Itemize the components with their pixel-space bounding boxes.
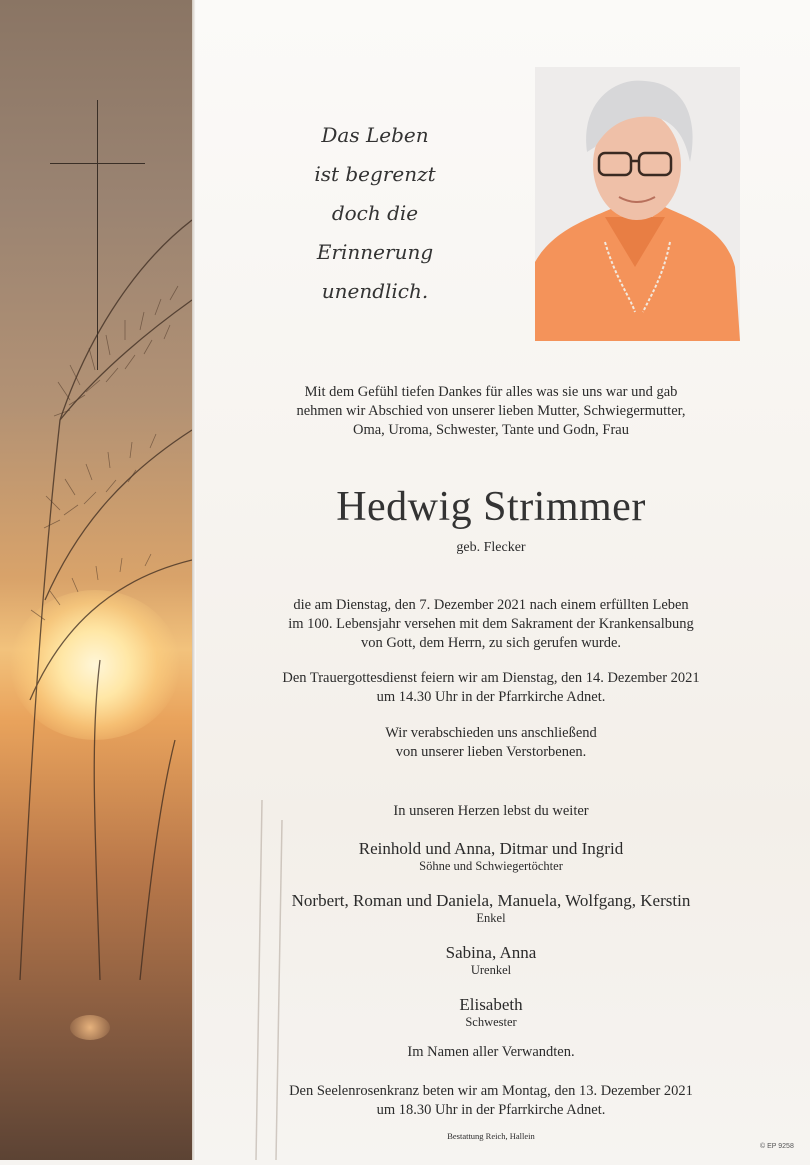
rosary-info [196,1082,786,1120]
rosary-line: um 18.30 Uhr in der Pfarrkirche Adnet. [376,1102,606,1118]
quote-line: Erinnerung [316,240,434,264]
cross-vertical [97,100,98,370]
death-notice [196,596,786,653]
death-notice-line: die am Dienstag, den 7. Dezember 2021 nach einem erfüllten Leben [293,597,689,613]
document-code: © EP 9258 [760,1143,794,1150]
family-names: Elisabeth [459,995,523,1014]
deceased-name: Hedwig Strimmer [336,484,646,530]
family-relation: Urenkel [470,963,512,977]
intro-line: Mit dem Gefühl tiefen Dankes für alles was sie uns war und gab [304,384,678,400]
family-relation: Söhne und Schwiegertöchter [419,859,563,873]
quote-line: doch die [331,201,419,225]
family-group [196,890,786,926]
death-notice-line: im 100. Lebensjahr versehen mit dem Sakrament der Krankensalbung [288,616,694,632]
funeral-home: Bestattung Reich, Hallein [447,1131,535,1141]
family-relation: Enkel [476,911,506,925]
service-line: Den Trauergottesdienst feiern wir am Dienstag, den 14. Dezember 2021 [282,670,700,686]
sunset-grass-photo [0,0,192,1160]
farewell-text [196,724,786,762]
farewell-line: von unserer lieben Verstorbenen. [395,744,587,760]
family-relation: Schwester [465,1015,517,1029]
rosary-line: Den Seelenrosenkranz beten wir am Montag, den 13. Dezember 2021 [289,1083,693,1099]
grass-silhouette [0,180,192,980]
maiden-name: geb. Flecker [456,540,526,555]
quote-line: unendlich. [321,279,429,303]
family-group [196,942,786,978]
family-names: Norbert, Roman und Daniela, Manuela, Wolfgang, Kerstin [291,891,691,910]
family-group [196,994,786,1030]
family-names: Sabina, Anna [445,943,537,962]
intro-line: Oma, Uroma, Schwester, Tante und Godn, Frau [353,422,629,438]
family-group [196,838,786,874]
intro-text [196,383,786,440]
on-behalf-text: Im Namen aller Verwandten. [407,1044,575,1060]
memorial-quote [290,116,460,311]
family-names: Reinhold und Anna, Ditmar und Ingrid [358,839,624,858]
farewell-line: Wir verabschieden uns anschließend [385,725,597,741]
intro-line: nehmen wir Abschied von unserer lieben Mutter, Schwiegermutter, [296,403,686,419]
light-spot [70,1015,110,1040]
in-heart-text: In unseren Herzen lebst du weiter [393,803,589,819]
service-line: um 14.30 Uhr in der Pfarrkirche Adnet. [376,689,606,705]
quote-line: ist begrenzt [314,162,436,186]
portrait-photo [535,67,740,341]
service-info [196,669,786,707]
cross-horizontal [50,163,145,164]
death-notice-line: von Gott, dem Herrn, zu sich gerufen wurde. [360,635,622,651]
quote-line: Das Leben [321,123,429,147]
